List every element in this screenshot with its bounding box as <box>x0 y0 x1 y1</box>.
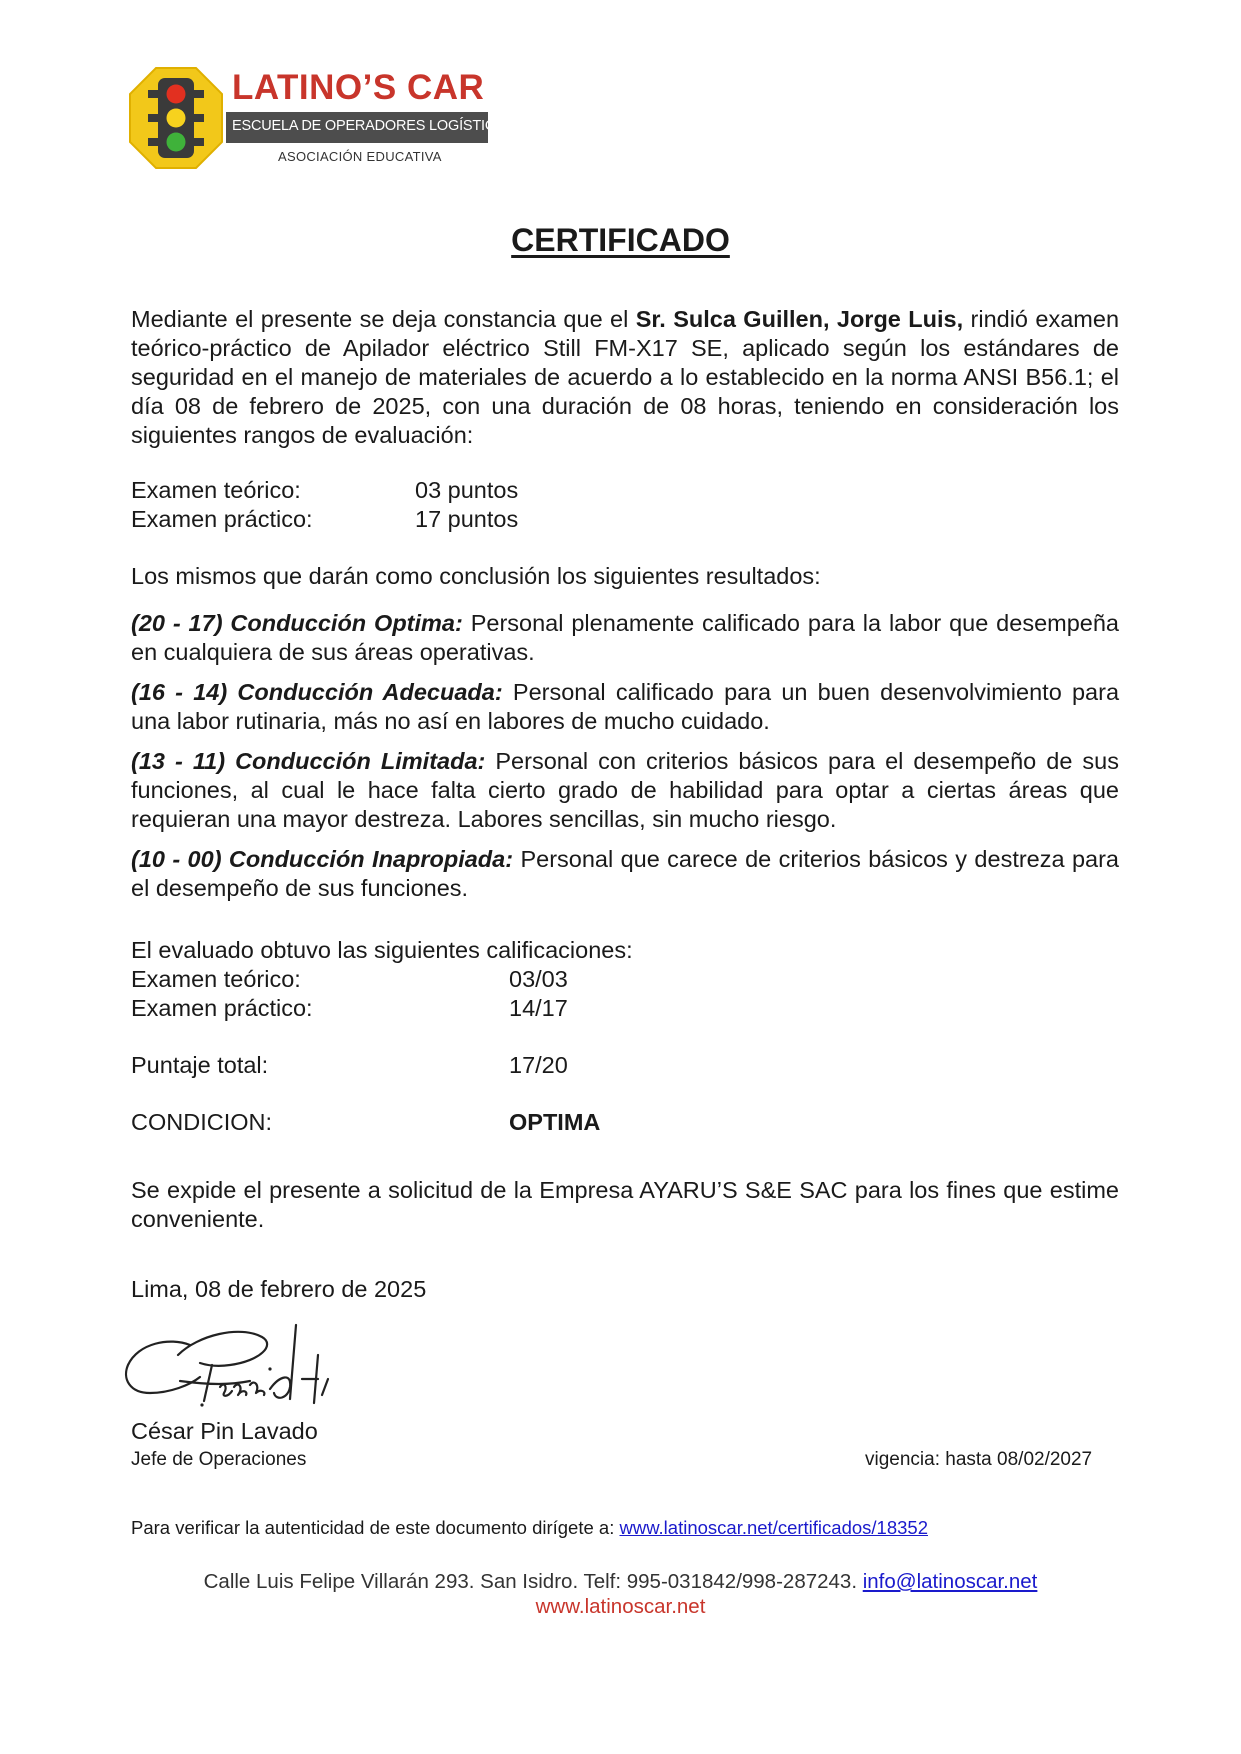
range-description: Personal que carece de criterios básicos y destreza para el desempeño de sus funciones. <box>131 846 1119 901</box>
total-score-row <box>131 1051 568 1080</box>
weight-row-practice <box>131 505 519 534</box>
verify-text: Para verificar la autenticidad de este documento dirígete a: <box>131 1517 620 1538</box>
logo-brand-name: LATINO’S CAR <box>232 68 485 107</box>
weight-label: Examen práctico: <box>131 506 313 532</box>
range-description: Personal plenamente calificado para la labor que desempeña en cualquiera de sus áreas operativas. <box>131 610 1119 665</box>
footer-address-line <box>0 1570 1241 1594</box>
result-value: 03/03 <box>509 966 568 992</box>
range-label: (20 - 17) Conducción Optima: <box>131 610 463 636</box>
logo-association: ASOCIACIÓN EDUCATIVA <box>278 149 442 164</box>
issued-paragraph: Se expide el presente a solicitud de la Empresa AYARU’S S&E SAC para los fines que estime conveniente. <box>131 1177 1119 1232</box>
document-title: CERTIFICADO <box>511 222 730 258</box>
range-label: (16 - 14) Conducción Adecuada: <box>131 679 503 705</box>
company-logo <box>128 66 516 176</box>
conclusion-intro: Los mismos que darán como conclusión los siguientes resultados: <box>131 563 821 589</box>
result-label: Examen práctico: <box>131 995 313 1021</box>
signer-name: César Pin Lavado <box>131 1418 318 1444</box>
range-label: (10 - 00) Conducción Inapropiada: <box>131 846 514 872</box>
verify-line <box>131 1513 928 1542</box>
results-intro: El evaluado obtuvo las siguientes calificaciones: <box>131 937 633 963</box>
traffic-light-icon <box>128 66 224 170</box>
weight-value: 17 puntos <box>415 506 519 532</box>
weight-label: Examen teórico: <box>131 477 301 503</box>
range-description: Personal con criterios básicos para el desempeño de sus funciones, al cual le hace falta cierto grado de habilidad para optar a ciertas áreas que requieran una mayor destreza. Labores sencillas, sin mucho riesgo. <box>131 748 1119 832</box>
condition-label: CONDICION: <box>131 1109 272 1135</box>
range-adecuada <box>131 678 1119 736</box>
signature-image <box>120 1315 350 1415</box>
intro-text-after: rindió examen teórico-práctico de Apilador eléctrico Still FM-X17 SE, aplicado según los estándares de seguridad en el manejo de materiales de acuerdo a lo establecido en la norma ANSI B56.1; el día 08 de febrero de 2025, con una duración de 08 horas, teniendo en consideración los siguientes rangos de evaluación: <box>131 306 1120 448</box>
weight-row-theory <box>131 476 519 505</box>
condition-row <box>131 1108 601 1137</box>
range-optima <box>131 609 1119 667</box>
condition-value: OPTIMA <box>509 1109 601 1135</box>
range-label: (13 - 11) Conducción Limitada: <box>131 748 486 774</box>
intro-text-before: Mediante el presente se deja constancia que el <box>131 306 636 332</box>
candidate-name: Sr. Sulca Guillen, Jorge Luis, <box>635 306 964 332</box>
logo-subtitle: ESCUELA DE OPERADORES LOGÍSTICOS <box>232 118 516 134</box>
signer-role: Jefe de Operaciones <box>131 1449 307 1470</box>
validity-text: vigencia: hasta 08/02/2027 <box>865 1449 1093 1470</box>
footer-website[interactable]: www.latinoscar.net <box>535 1595 706 1618</box>
range-limitada <box>131 747 1119 834</box>
footer-email-link[interactable]: info@latinoscar.net <box>862 1570 1038 1593</box>
result-value: 14/17 <box>509 995 568 1021</box>
weight-value: 03 puntos <box>415 477 519 503</box>
footer-address: Calle Luis Felipe Villarán 293. San Isidro. Telf: 995-031842/998-287243. <box>203 1570 863 1593</box>
verify-link[interactable]: www.latinoscar.net/certificados/18352 <box>619 1517 928 1538</box>
place-date: Lima, 08 de febrero de 2025 <box>131 1276 427 1302</box>
total-score-label: Puntaje total: <box>131 1052 269 1078</box>
result-row-theory <box>131 965 568 994</box>
range-description: Personal calificado para un buen desenvolvimiento para una labor rutinaria, más no así en labores de mucho cuidado. <box>131 679 1120 734</box>
total-score-value: 17/20 <box>509 1052 568 1078</box>
intro-paragraph <box>131 305 1119 450</box>
result-row-practice <box>131 994 568 1023</box>
result-label: Examen teórico: <box>131 966 301 992</box>
range-inapropiada <box>131 845 1119 903</box>
